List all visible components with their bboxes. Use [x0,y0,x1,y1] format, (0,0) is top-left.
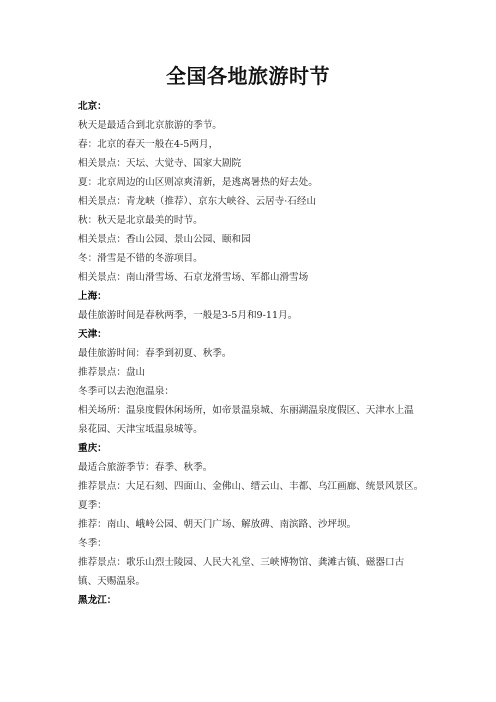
paragraph-line: 春：北京的春天一般在4-5两月， [78,139,219,150]
paragraph-line: 推荐景点：盘山 [78,367,146,378]
paragraph-line: 最适合旅游季节：春季、秋季。 [78,462,213,473]
paragraph-line: 推荐景点：歌乐山烈士陵园、人民大礼堂、三峡博物馆、龚滩古镇、磁器口古镇、天赐温泉。 [78,557,405,587]
paragraph-line: 相关景点：南山滑雪场、石京龙滑雪场、军都山滑雪场 [78,272,309,283]
paragraph-line: 相关场所：温泉度假休闲场所，如帝景温泉城、东丽湖温泉度假区、天津水上温泉花园、天津宝坻温泉城等。 [78,405,414,435]
paragraph-line: 推荐：南山、峨岭公园、朝天门广场、解放碑、南滨路、沙坪坝。 [78,519,357,530]
paragraph-line: 秋天是最适合到北京旅游的季节。 [78,120,222,131]
section-heading-shanghai: 上海： [78,291,107,302]
paragraph-line: 相关景点：天坛、大觉寺、国家大剧院 [78,158,242,169]
paragraph-line: 最佳旅游时间：春季到初夏、秋季。 [78,348,232,359]
document-title: 全国各地旅游时节 [166,64,330,88]
section-heading-tianjin: 天津： [78,329,107,340]
section-heading-beijing: 北京： [78,101,107,112]
document-body [78,97,423,610]
section-heading-heilongjiang: 黑龙江： [78,595,117,606]
paragraph-line: 最佳旅游时间是春秋两季，一般是3-5月和9-11月。 [78,310,298,321]
section-heading-chongqing: 重庆： [78,443,107,454]
paragraph-line: 夏：北京周边的山区则凉爽清新，是逃离暑热的好去处。 [78,177,318,188]
paragraph-line: 冬季可以去泡泡温泉： [78,386,174,397]
paragraph-line: 相关景点：香山公园、景山公园、颐和园 [78,234,251,245]
paragraph-line: 冬季： [78,538,107,549]
paragraph-line: 秋：秋天是北京最美的时节。 [78,215,203,226]
paragraph-line: 相关景点：青龙峡（推荐）、京东大峡谷、云居寺·石经山 [78,196,317,207]
paragraph-line: 推荐景点：大足石刻、四面山、金佛山、缙云山、丰都、乌江画廊、统景风景区。 [78,481,424,492]
paragraph-line: 夏季： [78,500,107,511]
paragraph-line: 冬：滑雪是不错的冬游项目。 [78,253,203,264]
